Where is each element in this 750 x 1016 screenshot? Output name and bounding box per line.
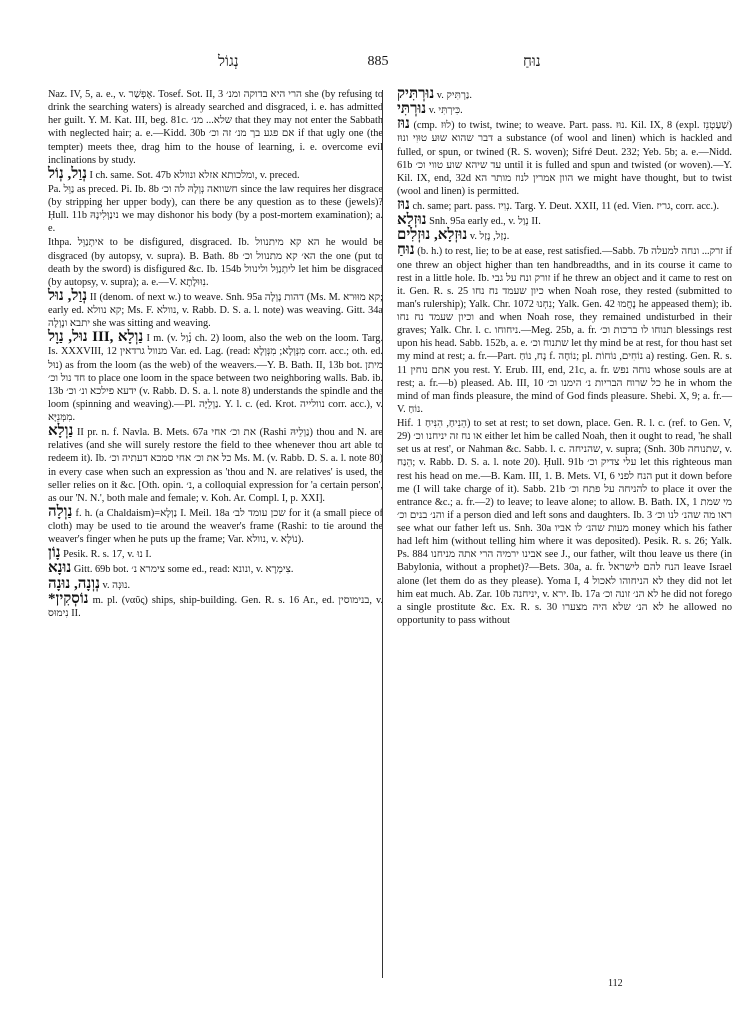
entry-text: I ch. same. Sot. 47b ומלכותא אזלא ונוולא, v. preced. [89, 169, 300, 181]
entry-text: II pr. n. f. Navla. B. Mets. 67a את וכ׳ אחי (Rashi נַוְלֵיהּ) thou and N. are relatives (and she will surely restore the field to thee whenever thou art able to redeem it). Ib. כל את וכ׳ אחי סמכא דעתיה וכ׳ Ms. M. (v. Rabb. D. S. a. l. note 80) in every case when such an expression as 'thou and N. are relatives' is used, the seller relies on it &c. [Oth. opin. נ׳, a colloquial expression for 'a certain person', as our 'N. N.', both male and female; v. Koh. Ar. Compl. I, p. XXI]. [48, 427, 383, 504]
entry-headword: נוּזְלָא, נוּזְלִים [397, 227, 468, 244]
dictionary-entry [48, 331, 383, 424]
entry-text: v. נוּנְה. [102, 579, 131, 591]
entry-text: Naz. IV, 5, a. e., v. אֶפְשַׁר. Tosef. Sot. II, 3 הרי היא בדוקה ומנ׳ she (by refusing to drink the searching waters) is already searched and disgraced, i. e. has admitted her guilt. Y. M. Kat. III, beg. 81c. שלא... מנ׳ that they may not enter the Sabbath with neglected hair; a. e.—Kidd. 30b אם פגע בך מנ׳ זה וכ׳ if that ugly one (the tempter) meets thee, drag him to the house of learning, i. e. overcome evil inclinations by study. [48, 89, 384, 166]
entry-headword: נְוַל, נְוֹל [48, 165, 87, 182]
dictionary-entry [48, 165, 383, 182]
folio-signature: 112 [608, 978, 623, 989]
right-column [397, 88, 732, 627]
entry-text: v. נְזַל, נָזַל. [469, 231, 510, 243]
entry-text: v. נַרְתִּיק. [436, 90, 472, 101]
dictionary-entry [48, 287, 383, 330]
entry-text: I m. (v. נְ֫וַל ch. 2) loom, also the web on the loom. Targ. Is. XXXVIII, 12 מנוול גרדאין Var. ed. Lag. (read: מִנְּוְלָא; מִנְּוְלָא corr. acc.; oth. ed. נוּל) as from the loom (as the web) of the weavers.—Y. B. Bath. II, 13b bot. מיתן חד נול וכ׳ to place one loom in the space between two neighboring walls. Bab. ib. 13b ידעא פילכא ונ׳ וכ׳ (v. Rabb. D. S. a. l. note 8) understands the spindle and the loom (spinning and weaving).—Pl. נַוְלֵיָּה. Y. l. c. (ed. Krot. נוולייה corr. acc.), v. מִמְּנֵיָּא. [48, 333, 384, 423]
dictionary-entry [48, 503, 383, 546]
entry-headword: נוּל, נַוָל III, נַוְלָא [48, 329, 144, 346]
dictionary-entry [48, 425, 383, 505]
entry-headword: נוּנָא [48, 560, 72, 577]
entry-headword: נְוַל, נוּל [48, 287, 88, 304]
entry-headword: נָוֹן [48, 545, 61, 562]
entry-text: m. pl. (ναῦς) ships, ship-building. Gen. R. s. 16 Ar., ed. בנימוסין, v. נִימוּס II. [48, 594, 384, 619]
dictionary-entry [48, 547, 383, 561]
entry-text: ch. same; part. pass. נְוִיז. Targ. Y. Deut. XXII, 11 (ed. Vien. גריז, corr. acc.). [412, 201, 720, 212]
entry-headword: נוּחַ [397, 242, 415, 259]
header-left-word: נְגוֹל [218, 54, 239, 70]
dictionary-entry [397, 244, 732, 416]
entry-text: Ithpa. איתְנַוֵּל to be disfigured, disgraced. Ib. הא קא מיתנוול he would be disgraced (by autopsy, v. supra). B. Bath. 8b הא׳ קא מתנוול וכ׳ the one (put to death by the sword) is disfigured &c. Ib. 154b ליתְנַוַּל ולינוול let him be disgraced (by autopsy, v. supra); a. e.—V. נִוּוּלָתָא. [48, 237, 383, 288]
dictionary-entry [48, 236, 383, 289]
page-number: 885 [367, 54, 389, 69]
dictionary-entry [397, 88, 732, 102]
dictionary-entry [397, 118, 732, 198]
entry-text: v. כִּירְתִּי. [428, 105, 463, 117]
entry-headword: נוּז [397, 197, 410, 213]
dictionary-entry [48, 562, 383, 576]
entry-headword: *נוֹסְקִין [48, 590, 89, 607]
entry-text: Pesik. R. s. 17, v. נוּ I. [63, 549, 152, 561]
left-column [48, 88, 383, 620]
entry-headword: נוּרְתִּי [397, 101, 427, 118]
running-header [0, 54, 750, 76]
dictionary-entry [48, 88, 383, 167]
entry-text: Pa. נַוֵּל as preced. Pi. Ib. 8b חשוואה נְוְלָהּ לה וכ׳ since the law requires her disgrace (by stripping her upper body), can there be any question as to these (jewels)? Ḥull. 11b ניִנַוְּלִינָהּ we may dishonor his body (by a post-mortem examination); a. e. [48, 183, 384, 235]
dictionary-entry [397, 199, 732, 213]
entry-headword: נוּרְתִּיק [397, 86, 435, 102]
entry-text: f. h. (a Chaldaism)=נַוְלָא I. Meil. 18a שכן עומד לב׳ for it (a small piece of cloth) may be used to tie around the weaver's frame (Rashi: to tie around the weaver's finger when he puts up the frame; Var. נוולא, v. נוֹלָא). [48, 507, 383, 546]
entry-text: Gitt. 69b bot. צימרא נ׳ some ed., read: ונונא, v. צִימְרָא. [73, 564, 294, 576]
dictionary-entry [48, 575, 383, 592]
dictionary-entry [397, 417, 732, 627]
entry-text: (b. h.) to rest, lie; to be at ease, rest satisfied.—Sabb. 7b זרק... ונחה למעלה if one threw an object higher than ten handbreadths, and in its course it came to rest in a little hole. Ib. זורק ונח על גבי if he threw an object and it came to rest on it. Gen. R. s. 25 כיון שעמד נח נחו when Noah rose, they rested (submitted to man's rulership); Yalk. Chr. 1072 נִחְנוּ; Yalk. Gen. 42 נָחֲמוּ he appeased them); ib. וכיון שעמד נח נחו and when Noah rose, they remained undisturbed in their graves; Yalk. Chr. l. c. ניחוחו.—Meg. 25b, a. fr. תנוחו לו ברכות וכ׳ blessings rest upon his head. Sabb. 152b, a. e. שתנוח וכ׳ let thy mind be at rest, for thou hast set my mind at rest; a. fr.—Part. נָח, נוֹחַ f. נוֹחָה; pl. נוֹחִים, נוֹחוֹת a) resting. Gen. R. s. 11 אתם נוחין you rest. Y. Erub. III, end, 21c, a. fr. נוחה נפש whose souls are at rest; a. fr.—b) pleased. Ab. III, 10 כל שרוח הבריות נ׳ הימנו וכ׳ he in whom the mind of man finds pleasure, the mind of God finds pleasure. Shebi. X, 9; a. fr.—V. נוֹחַ. [397, 246, 733, 415]
entry-headword: נַוְלָה [48, 503, 73, 520]
entry-text: (cmp. לוּז) to twist, twine; to weave. Part. pass. נוּז. Kil. IX, 8 (expl. שַׁעַטְנֵז) דבר שהוא שוּע טוּוִי ונוּז a substance (of wool and linen) which is hackled and fulled, or spun, or twined (R. S. woven); Sifré Deut. 232; Yeb. 5b; a. e.—Nidd. 61b עד שיהא שוע טווי וכ׳ until it is fulled and spun and twisted (or woven).—Y. Kil. IX, end, 32d הוון אמרין לנוז מותר הא we might have thought, but to twist (wool and linen) is permitted. [397, 120, 732, 197]
dictionary-entry [48, 590, 384, 620]
header-right-word: נוּחַ [523, 54, 541, 70]
column-divider [382, 90, 383, 978]
dictionary-entry [397, 229, 732, 243]
dictionary-entry [397, 103, 732, 117]
entry-text: Snh. 95a early ed., v. נְוַל II. [429, 216, 541, 228]
entry-headword: נוּזְלָא [397, 212, 427, 229]
entry-text: Hif. הֵנִיחַ, הִנִּיחַ 1) to set at rest; to set down, place. Gen. R. l. c. (ref. to Gen. V, 29) או נח זה יניחנו וכ׳ either let him be called Noah, then it ought to read, 'he shall set us at rest', or Nahman &c. Sabb. l. c. שהניחה, v. supra; (Snh. 30b שתנוחה, v. הֵנַח; v. Rabb. D. S. a. l. note 20). Ḥull. 91b עלי צדיק וכ׳ let this righteous man rest his head on me.—B. Kam. III, 1. B. Mets. VI, 6 הנח לפני put it down before me (I will take charge of it). Sabb. 21b להניחה על פתח וכ׳ to place it over the entrance &c.; a. fr.—2) to leave; to leave alone; to allow. B. Bath. IX, 1 מי שמת והנ׳ בנים וכ׳ if a person died and left sons and daughters. Ib. 3 ראו מה שהנ׳ לנו וכ׳ see what our father left us. Snh. 30a מעות שהנ׳ לו אביו money which his father had left him (without telling him where it was deposited). Pesik. R. s. 26; Yalk. Ps. 884 אבינו ירמיה הרי אתה מניחנו see J., our father, wilt thou leave us there (in Babylonia, without a prophet)?—Bets. 30a, a. fr. הנח להם לישראל leave Israel alone (let them do as they please). Yoma I, 4 לא הניחוהו לאכול they did not let him eat much. Ab. Zar. 10b יניחנה, v. ירא. Ib. 17a לא הנ׳ זונה וכ׳ he did not forego a single prostitute &c. Ex. R. s. 30 לא הנ׳ שלא היה מצערו he allowed no opportunity to pass without [397, 418, 733, 626]
dictionary-entry [48, 183, 383, 236]
entry-headword: נַוְלָא [48, 423, 74, 440]
entry-text: II (denom. of next w.) to weave. Snh. 95a דהות נָוְלָה (Ms. M. קא מוּוּרא; early ed. קא נוולא; Ms. F. נוולא, v. Rabb. D. S. a. l. note) was weaving. Gitt. 34a יתבא ונָוְלָה she was sitting and weaving. [48, 291, 383, 330]
entry-headword: נוּז [397, 116, 410, 133]
entry-headword: נְוְנָה, נוּנָה [48, 575, 100, 592]
